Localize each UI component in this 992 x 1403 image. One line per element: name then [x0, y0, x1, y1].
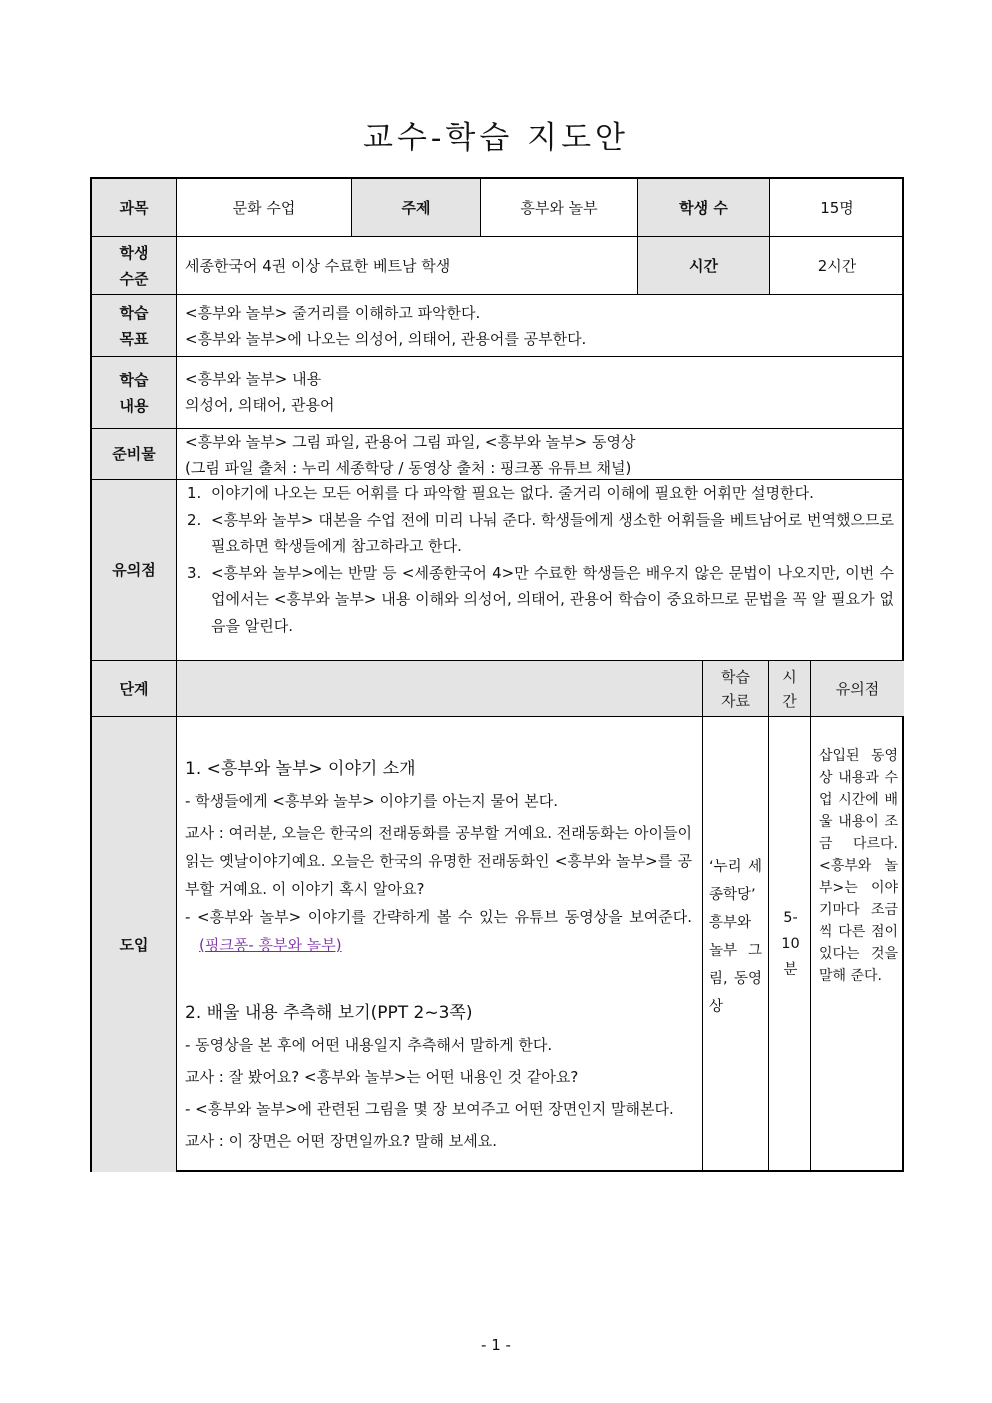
- intro-note: 삽입된 동영상 내용과 수업 시간에 배울 내용이 조금 다르다. <흥부와 놀부>는 이야기마다 조금씩 다른 점이 있다는 것을 말해 준다.: [819, 748, 898, 984]
- topic-value: 흥부와 놀부: [481, 179, 638, 237]
- goals-label: [92, 295, 177, 357]
- time-header-line1: 시: [782, 667, 797, 686]
- topic-label: 주제: [352, 179, 481, 237]
- video-link[interactable]: (핑크퐁- 흥부와 놀부): [199, 936, 342, 954]
- caution-text: 이야기에 나오는 모든 어휘를 다 파악할 필요는 없다. 줄거리 이해에 필요한 어휘만 설명한다.: [211, 484, 814, 502]
- goals-label-line2: 목표: [119, 329, 149, 348]
- teacher-line: 교사 : 이 장면은 어떤 장면일까요? 말해 보세요.: [185, 1132, 497, 1150]
- level-label-line2: 수준: [119, 269, 149, 288]
- activity-text: - 학생들에게 <흥부와 놀부> 이야기를 아는지 물어 본다.: [185, 792, 558, 810]
- time-label: 시간: [638, 237, 770, 295]
- materials-line: <흥부와 놀부> 그림 파일, 관용어 그림 파일, <흥부와 놀부> 동영상: [185, 433, 636, 451]
- caution-number: 1.: [187, 484, 202, 502]
- caution-item: [187, 560, 894, 640]
- content-line: <흥부와 놀부> 내용: [185, 370, 322, 388]
- goal-line: <흥부와 놀부> 줄거리를 이해하고 파악한다.: [185, 304, 481, 322]
- activity-text: [185, 903, 692, 959]
- materials-value: [177, 429, 904, 480]
- students-label: 학생 수: [638, 179, 770, 237]
- teacher-line: 교사 : 잘 봤어요? <흥부와 놀부>는 어떤 내용인 것 같아요?: [185, 1068, 579, 1086]
- teacher-line: 교사 : 여러분, 오늘은 한국의 전래동화를 공부할 거예요. 전래동화는 아이들이 읽는 옛날이야기예요. 오늘은 한국의 유명한 전래동화인 <흥부와 놀부>를 공부할 거예요. 이 이야기 혹시 알아요?: [185, 824, 692, 898]
- students-value: 15명: [770, 179, 904, 237]
- activity-text-content: - <흥부와 놀부> 이야기를 간략하게 볼 수 있는 유튜브 동영상을 보여준다.: [185, 908, 692, 926]
- goals-value: [177, 295, 904, 357]
- caution-text: <흥부와 놀부> 대본을 수업 전에 미리 나눠 준다. 학생들에게 생소한 어휘들을 베트남어로 번역했으므로 필요하면 학생들에게 참고하라고 한다.: [211, 510, 894, 555]
- content-label: [92, 357, 177, 429]
- materials-line: (그림 파일 출처 : 누리 세종학당 / 동영상 출처 : 핑크퐁 유튜브 채널): [185, 459, 632, 477]
- lesson-plan-table: [90, 177, 904, 1172]
- intro-time: 5-10분: [769, 717, 811, 1172]
- time-value: 2시간: [770, 237, 904, 295]
- caution-item: [187, 507, 894, 560]
- level-label-line1: 학생: [119, 243, 149, 262]
- time-header: [769, 661, 811, 717]
- goal-line: <흥부와 놀부>에 나오는 의성어, 의태어, 관용어를 공부한다.: [185, 330, 587, 348]
- notes-header: 유의점: [811, 661, 904, 717]
- level-value: 세종한국어 4권 이상 수료한 베트남 학생: [177, 237, 638, 295]
- cautions-list: [177, 480, 904, 661]
- stage-header: 단계: [92, 661, 177, 717]
- section-heading: 1. <흥부와 놀부> 이야기 소개: [185, 759, 416, 779]
- level-label: [92, 237, 177, 295]
- cautions-label: 유의점: [92, 480, 177, 661]
- section-heading: 2. 배울 내용 추측해 보기(PPT 2~3쪽): [185, 1003, 473, 1023]
- materials-label: 준비물: [92, 429, 177, 480]
- time-header-line2: 간: [782, 691, 797, 710]
- activity-text: - 동영상을 본 후에 어떤 내용일지 추측해서 말하게 한다.: [185, 1036, 553, 1054]
- subject-label: 과목: [92, 179, 177, 237]
- activity-header: [177, 661, 703, 717]
- page-title: 교수-학습 지도안: [363, 120, 629, 156]
- caution-number: 3.: [187, 563, 202, 582]
- materials-header-line1: 학습: [721, 667, 750, 686]
- subject-value: 문화 수업: [177, 179, 352, 237]
- intro-material: ‘누리 세종학당’ 흥부와 놀부 그림, 동영상: [703, 717, 769, 1172]
- content-line: 의성어, 의태어, 관용어: [185, 396, 335, 414]
- caution-number: 2.: [187, 510, 202, 529]
- content-label-line1: 학습: [119, 370, 149, 389]
- activity-text: - <흥부와 놀부>에 관련된 그림을 몇 장 보여주고 어떤 장면인지 말해본다.: [185, 1100, 674, 1118]
- caution-item: [187, 480, 894, 507]
- page-number: - 1 -: [481, 1336, 511, 1354]
- intro-activity: [177, 717, 703, 1172]
- content-value: [177, 357, 904, 429]
- content-label-line2: 내용: [119, 396, 149, 415]
- goals-label-line1: 학습: [119, 303, 149, 322]
- intro-stage: 도입: [92, 717, 177, 1172]
- materials-header-line2: 자료: [721, 691, 750, 710]
- materials-header: [703, 661, 769, 717]
- caution-text: <흥부와 놀부>에는 반말 등 <세종한국어 4>만 수료한 학생들은 배우지 않은 문법이 나오지만, 이번 수업에서는 <흥부와 놀부> 내용 이해와 의성어, 의태어, 관용어 학습이 중요하므로 문법을 꼭 알 필요가 없음을 알린다.: [211, 563, 894, 635]
